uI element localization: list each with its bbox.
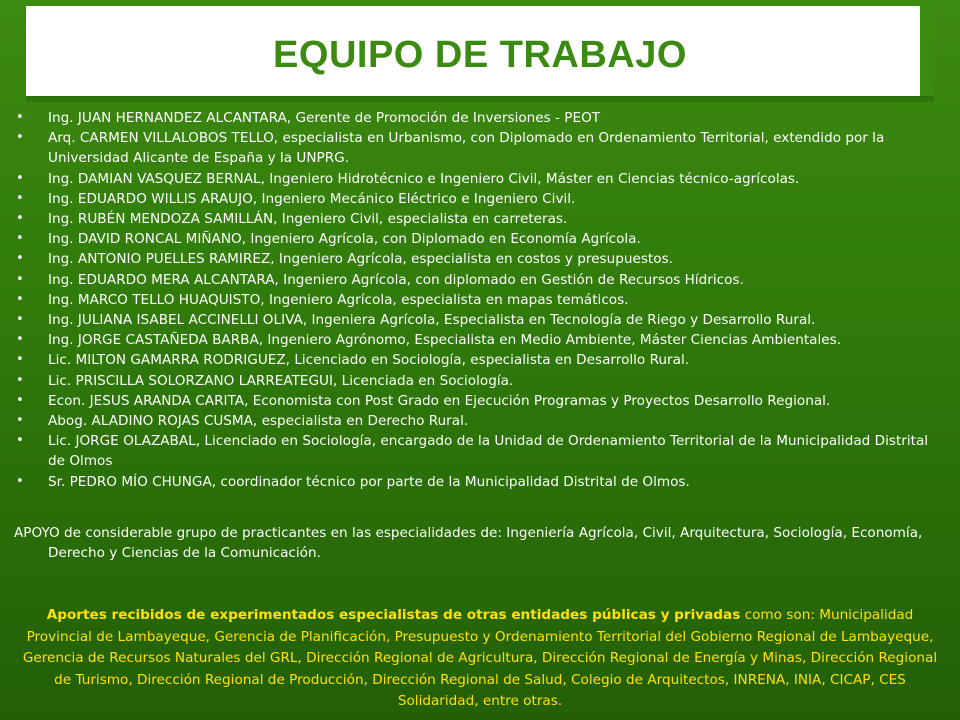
team-member-item [14, 290, 944, 310]
bullet-icon: • [16, 473, 24, 489]
contributions-rest: como son: Municipalidad Provincial de Lambayeque, Gerencia de Planificación, Presupuesto y Ordenamiento Territorial del Gobierno Regional de Lambayeque, Gerencia de Recursos Naturales del GRL, Dirección Regional de Agricultura, Dirección Regional de Energía y Minas, Dirección Regional de Turismo, Dirección Regional de Producción, Dirección Regional de Salud, Colegio de Arquitectos, INRENA, INIA, CICAP, CES Solidaridad, entre otras. [22, 607, 938, 709]
title-underline [26, 96, 934, 102]
bullet-icon: • [16, 170, 24, 186]
team-member-text: Ing. ANTONIO PUELLES RAMIREZ, Ingeniero Agrícola, especialista en costos y presupuestos. [48, 251, 673, 268]
team-member-text: Ing. EDUARDO WILLIS ARAUJO, Ingeniero Mecánico Eléctrico e Ingeniero Civil. [48, 190, 576, 207]
team-member-text: Ing. DAMIAN VASQUEZ BERNAL, Ingeniero Hidrotécnico e Ingeniero Civil, Máster en Ciencias técnico-agrícolas. [48, 170, 800, 187]
team-member-text: Lic. JORGE OLAZABAL, Licenciado en Sociología, encargado de la Unidad de Ordenamiento Territorial de la Municipalidad Distrital de Olmos [48, 433, 929, 470]
team-member-item [14, 169, 944, 189]
team-member-text: Ing. MARCO TELLO HUAQUISTO, Ingeniero Agrícola, especialista en mapas temáticos. [48, 291, 629, 308]
bullet-icon: • [16, 291, 24, 307]
team-member-item [14, 391, 944, 411]
team-member-item [14, 249, 944, 269]
bullet-icon: • [16, 413, 24, 429]
team-member-item [14, 229, 944, 249]
bullet-icon: • [16, 352, 24, 368]
contributions-paragraph [14, 605, 946, 713]
team-member-item [14, 411, 944, 431]
team-member-item [14, 209, 944, 229]
team-member-item [14, 270, 944, 290]
team-member-item [14, 128, 944, 168]
team-member-item [14, 310, 944, 330]
team-member-item [14, 330, 944, 350]
bullet-icon: • [16, 392, 24, 408]
bullet-icon: • [16, 130, 24, 146]
team-member-text: Lic. MILTON GAMARRA RODRIGUEZ, Licenciado en Sociología, especialista en Desarrollo Rural. [48, 352, 690, 369]
team-member-text: Ing. EDUARDO MERA ALCANTARA, Ingeniero Agrícola, con diplomado en Gestión de Recursos Hídricos. [48, 271, 744, 288]
bullet-icon: • [16, 231, 24, 247]
team-member-text: Ing. JUAN HERNANDEZ ALCANTARA, Gerente de Promoción de Inversiones - PEOT [48, 110, 601, 126]
team-member-item [14, 371, 944, 391]
bullet-icon: • [16, 190, 24, 206]
title-banner [26, 6, 934, 96]
team-member-item [14, 350, 944, 370]
bullet-icon: • [16, 211, 24, 227]
team-member-text: Arq. CARMEN VILLALOBOS TELLO, especialista en Urbanismo, con Diplomado en Ordenamiento Territorial, extendido por la Universidad Alicante de España y la UNPRG. [48, 130, 885, 167]
team-member-text: Ing. JULIANA ISABEL ACCINELLI OLIVA, Ingeniera Agrícola, Especialista en Tecnología de Riego y Desarrollo Rural. [48, 312, 816, 329]
team-member-text: Lic. PRISCILLA SOLORZANO LARREATEGUI, Licenciada en Sociología. [48, 372, 514, 389]
bullet-icon: • [16, 251, 24, 267]
support-paragraph: APOYO de considerable grupo de practicantes en las especialidades de: Ingeniería Agrícola, Civil, Arquitectura, Sociología, Economía, Derecho y Ciencias de la Comunicación. [14, 525, 923, 562]
bullet-icon: • [16, 110, 24, 125]
team-member-item [14, 472, 944, 492]
team-member-item [14, 189, 944, 209]
team-member-text: Abog. ALADINO ROJAS CUSMA, especialista en Derecho Rural. [48, 413, 469, 430]
bullet-icon: • [16, 332, 24, 348]
team-member-text: Sr. PEDRO MÍO CHUNGA, coordinador técnico por parte de la Municipalidad Distrital de Olmos. [48, 473, 690, 490]
team-member-item [14, 108, 944, 128]
bullet-icon: • [16, 312, 24, 328]
team-member-text: Ing. JORGE CASTAÑEDA BARBA, Ingeniero Agrónomo, Especialista en Medio Ambiente, Máster Ciencias Ambientales. [48, 332, 842, 349]
bullet-icon: • [16, 433, 24, 449]
page-title: EQUIPO DE TRABAJO [273, 34, 687, 76]
team-member-list [14, 108, 944, 492]
bullet-icon: • [16, 271, 24, 287]
contributions-lead: Aportes recibidos de experimentados especialistas de otras entidades públicas y privadas [46, 607, 741, 623]
team-member-text: Econ. JESUS ARANDA CARITA, Economista con Post Grado en Ejecución Programas y Proyectos Desarrollo Regional. [48, 392, 831, 409]
team-member-text: Ing. DAVID RONCAL MIÑANO, Ingeniero Agrícola, con Diplomado en Economía Agrícola. [48, 231, 641, 248]
team-member-item [14, 431, 944, 471]
title-banner-stripe [920, 6, 934, 96]
bullet-icon: • [16, 372, 24, 388]
team-member-text: Ing. RUBÉN MENDOZA SAMILLÁN, Ingeniero Civil, especialista en carreteras. [48, 211, 568, 228]
